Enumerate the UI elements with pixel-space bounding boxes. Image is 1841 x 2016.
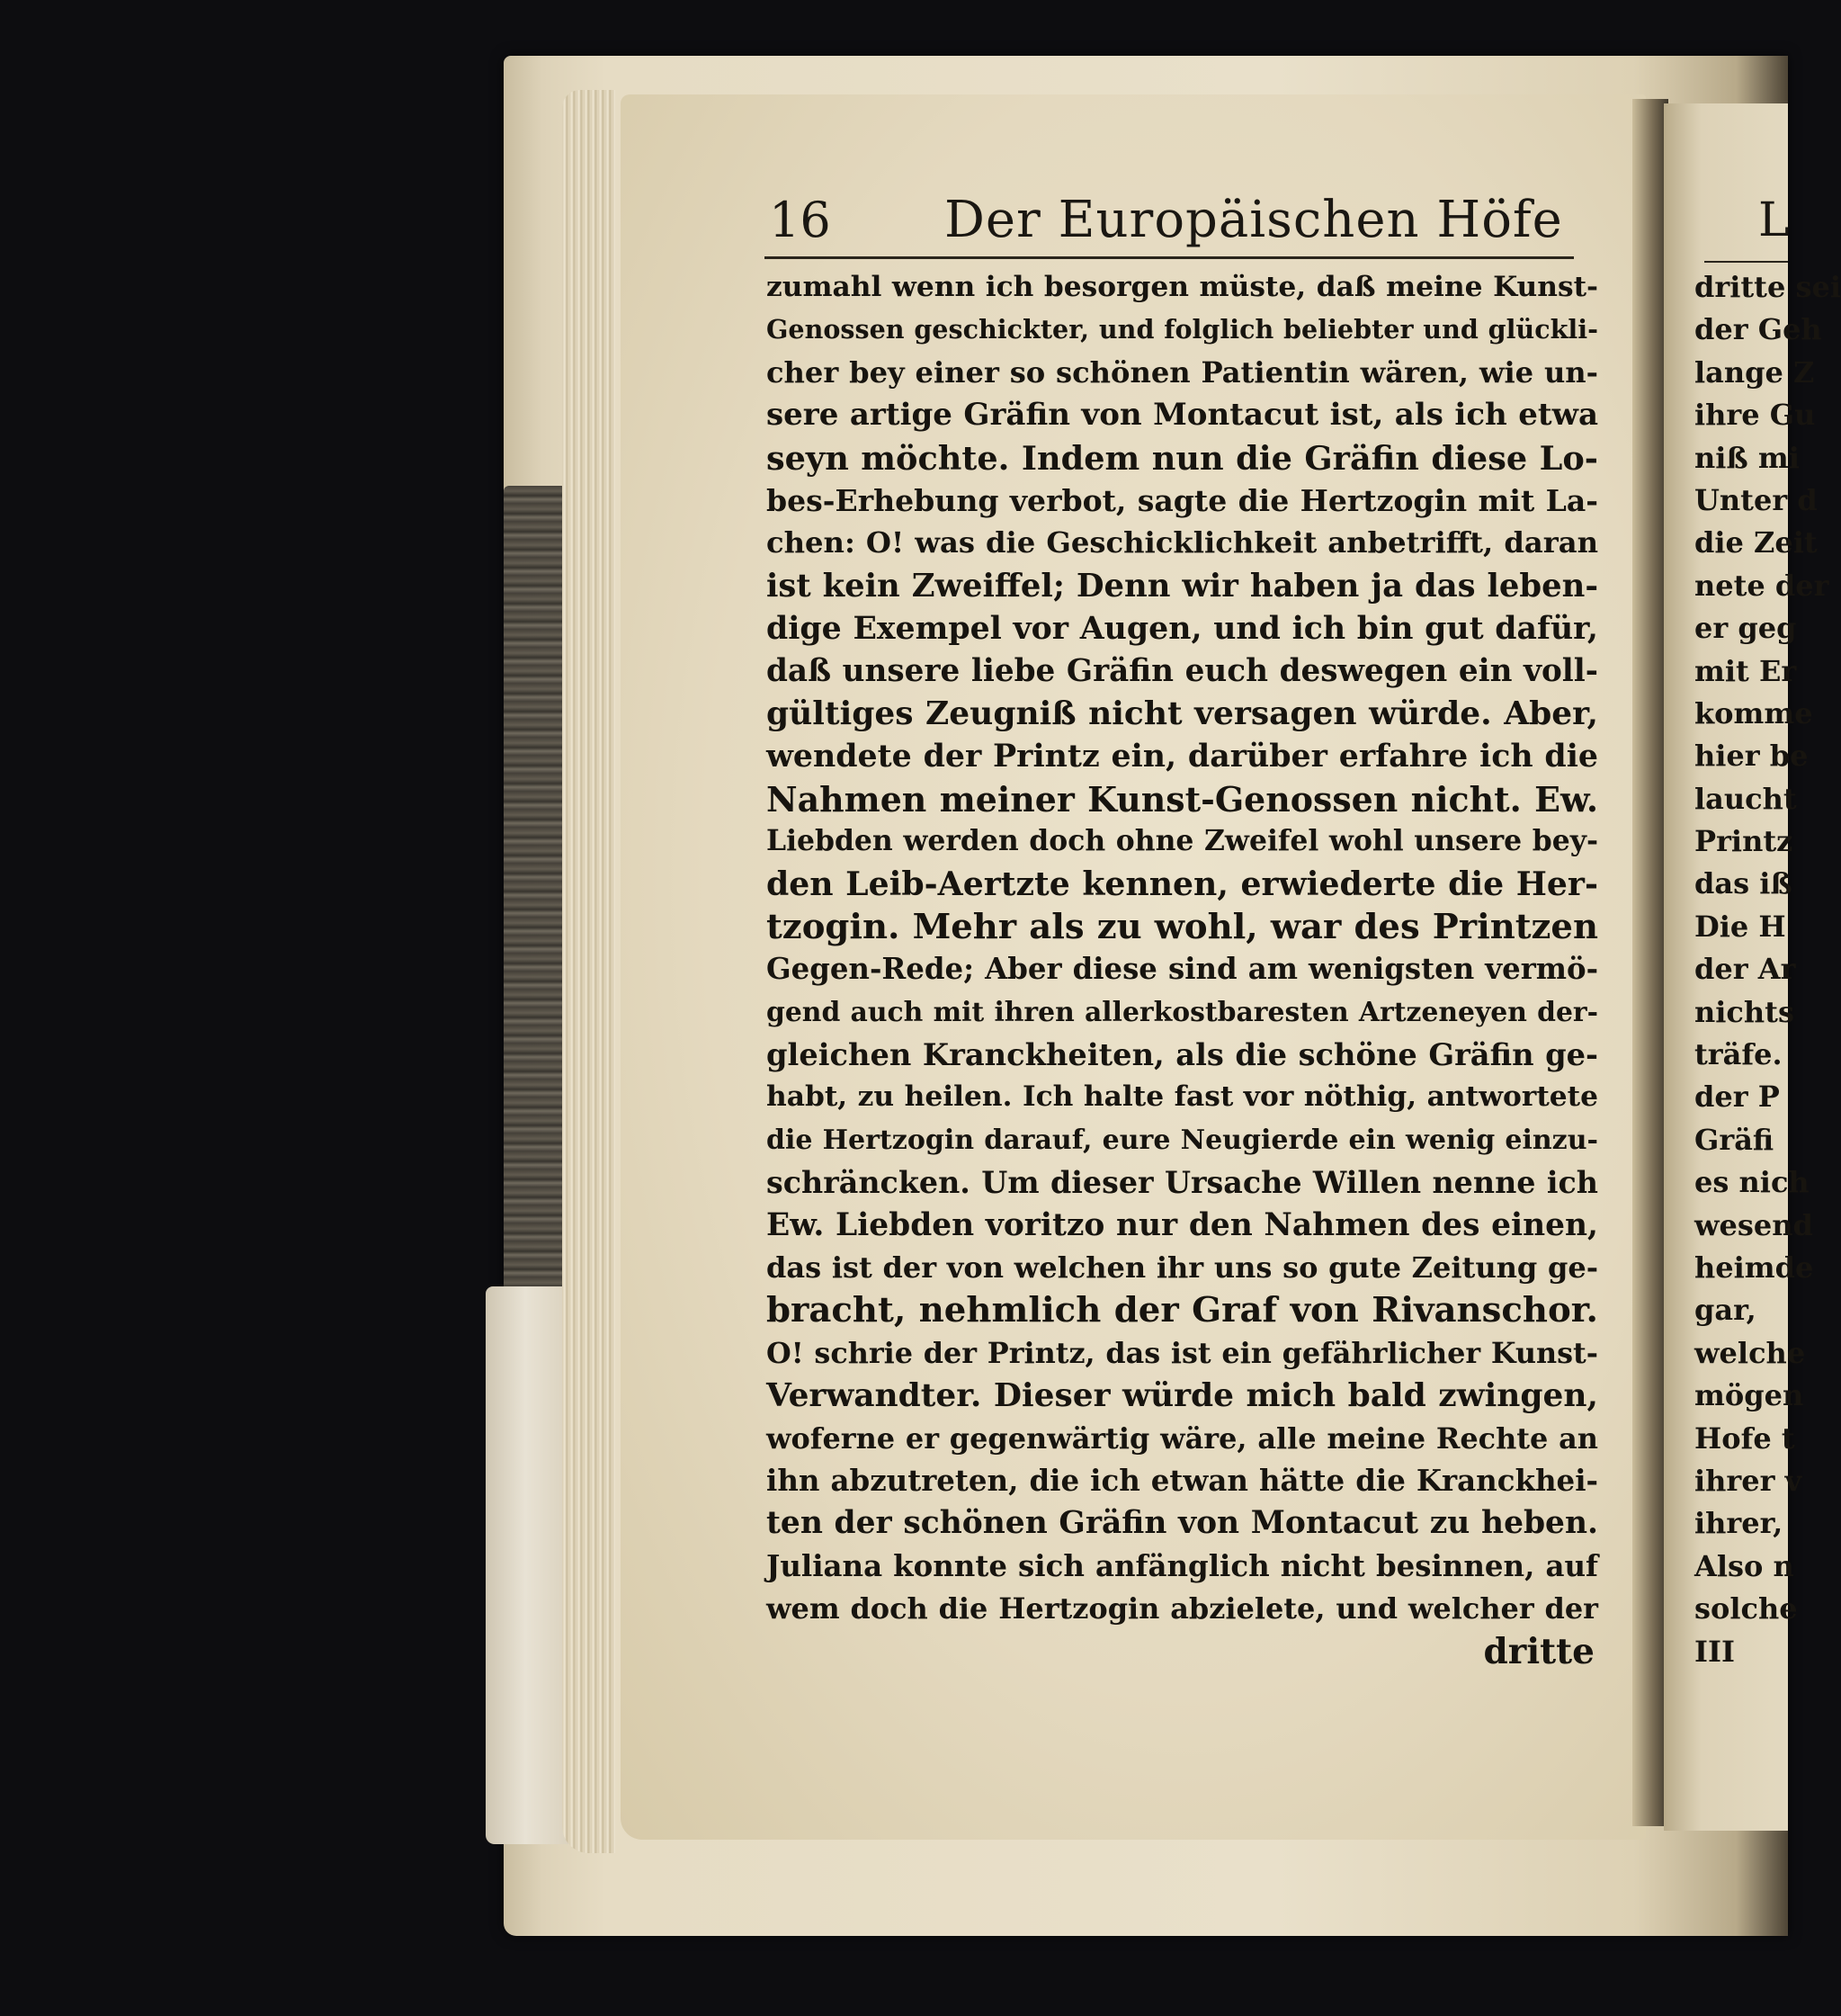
text-line: tzogin. Mehr als zu wohl, war des Printzen [766, 906, 1598, 947]
page-edges [562, 90, 616, 1853]
text-line: wem doch die Hertzogin abzielete, und welcher der [766, 1591, 1598, 1626]
text-line: Ew. Liebden voritzo nur den Nahmen des einen, [766, 1206, 1598, 1243]
right-text-line: Printz [1694, 824, 1793, 859]
right-text-line: niß mi [1694, 440, 1800, 475]
right-text-line: der Geh [1694, 312, 1822, 347]
right-text-line: Unter d [1694, 482, 1818, 517]
right-text-line: nete der [1694, 568, 1829, 603]
header-rule [764, 256, 1574, 259]
right-running-title-fragment: L [1758, 193, 1790, 247]
right-text-line: laucht [1694, 781, 1797, 816]
right-text-line: welche [1694, 1335, 1806, 1370]
right-text-line: ihrer v [1694, 1463, 1802, 1498]
right-text-line: wesend [1694, 1207, 1813, 1242]
text-line: Gegen-Rede; Aber diese sind am wenigsten vermö- [766, 952, 1598, 987]
text-line: habt, zu heilen. Ich halte fast vor nöthig, antwortete [766, 1080, 1598, 1114]
text-line: ist kein Zweiffel; Denn wir haben ja das leben- [766, 567, 1598, 605]
right-text-line: III [1694, 1634, 1735, 1669]
text-line: gültiges Zeugniß nicht versagen würde. Aber, [766, 694, 1598, 732]
text-line: gend auch mit ihren allerkostbaresten Artzeneyen der- [766, 996, 1598, 1028]
right-header-rule [1704, 261, 1788, 263]
book-gutter [1632, 99, 1668, 1826]
text-line: daß unsere liebe Gräfin euch deswegen ein voll- [766, 652, 1598, 689]
text-line: Verwandter. Dieser würde mich bald zwingen, [766, 1376, 1598, 1415]
text-line: chen: O! was die Geschicklichkeit anbetrifft, daran [766, 525, 1598, 560]
right-text-line: komme [1694, 695, 1813, 730]
text-line: Liebden werden doch ohne Zweifel wohl unsere bey- [766, 825, 1598, 858]
right-text-line: mögen [1694, 1378, 1804, 1413]
right-text-line: heimde [1694, 1250, 1814, 1285]
text-line: O! schrie der Printz, das ist ein gefährlicher Kunst- [766, 1335, 1598, 1370]
right-text-line: lange Z [1694, 354, 1815, 390]
text-line: cher bey einer so schönen Patientin wären, wie un- [766, 354, 1598, 390]
text-line: gleichen Kranckheiten, als die schöne Gräfin ge- [766, 1036, 1598, 1073]
right-text-line: das iß [1694, 866, 1792, 901]
text-line: den Leib-Aertzte kennen, erwiederte die Her- [766, 865, 1598, 904]
text-line: Nahmen meiner Kunst-Genossen nicht. Ew. [766, 778, 1598, 820]
text-line: Genossen geschickter, und folglich beliebter und glückli- [766, 314, 1598, 345]
right-text-line: träfe. [1694, 1037, 1783, 1072]
text-line: wendete der Printz ein, darüber erfahre ich die [766, 738, 1598, 775]
text-line: dige Exempel vor Augen, und ich bin gut dafür, [766, 610, 1598, 648]
text-line: bes-Erhebung verbot, sagte die Hertzogin mit La- [766, 482, 1598, 518]
right-page-text [1694, 266, 1841, 1673]
text-line: die Hertzogin darauf, eure Neugierde ein wenig einzu- [766, 1124, 1598, 1156]
text-line: woferne er gegenwärtig wäre, alle meine Rechte an [766, 1420, 1598, 1456]
right-text-line: er geg [1694, 611, 1797, 646]
right-text-line: der P [1694, 1080, 1780, 1115]
page-body-text [766, 266, 1598, 1673]
catchword: dritte [1483, 1630, 1595, 1672]
right-text-line: Die H [1694, 909, 1786, 944]
damaged-spine [504, 486, 567, 1394]
text-line: zumahl wenn ich besorgen müste, daß meine Kunst- [766, 271, 1598, 303]
right-text-line: Also n [1694, 1548, 1794, 1583]
text-line: sere artige Gräfin von Montacut ist, als ich etwa [766, 397, 1598, 434]
right-text-line: Hofe t [1694, 1420, 1795, 1456]
text-line: ten der schönen Gräfin von Montacut zu heben. [766, 1505, 1598, 1542]
right-text-line: solche [1694, 1591, 1798, 1626]
right-text-line: es nich [1694, 1165, 1810, 1200]
right-text-line: ihre Gu [1694, 398, 1816, 433]
right-text-line: dritte sei [1694, 270, 1841, 304]
page-number: 16 [769, 192, 831, 248]
text-line: ihn abzutreten, die ich etwan hätte die Kranckhei- [766, 1463, 1598, 1498]
right-text-line: der Ar [1694, 952, 1796, 987]
right-text-line: ihrer, [1694, 1506, 1783, 1541]
running-title: Der Europäischen Höfe [944, 191, 1563, 249]
text-line: bracht, nehmlich der Graf von Rivanschor. [766, 1290, 1598, 1331]
text-line: schräncken. Um dieser Ursache Willen nenne ich [766, 1165, 1598, 1201]
right-text-line: Gräfi [1694, 1122, 1774, 1157]
text-line: seyn möchte. Indem nun die Gräfin diese Lo- [766, 438, 1598, 478]
right-text-line: mit Er [1694, 653, 1797, 688]
text-line: das ist der von welchen ihr uns so gute Zeitung ge- [766, 1250, 1598, 1285]
right-text-line: nichts [1694, 994, 1794, 1029]
right-text-line: gar, [1694, 1293, 1756, 1328]
text-line: Juliana konnte sich anfänglich nicht besinnen, auf [766, 1548, 1598, 1583]
right-text-line: hier be [1694, 739, 1809, 774]
right-text-line: die Zeit [1694, 525, 1818, 560]
